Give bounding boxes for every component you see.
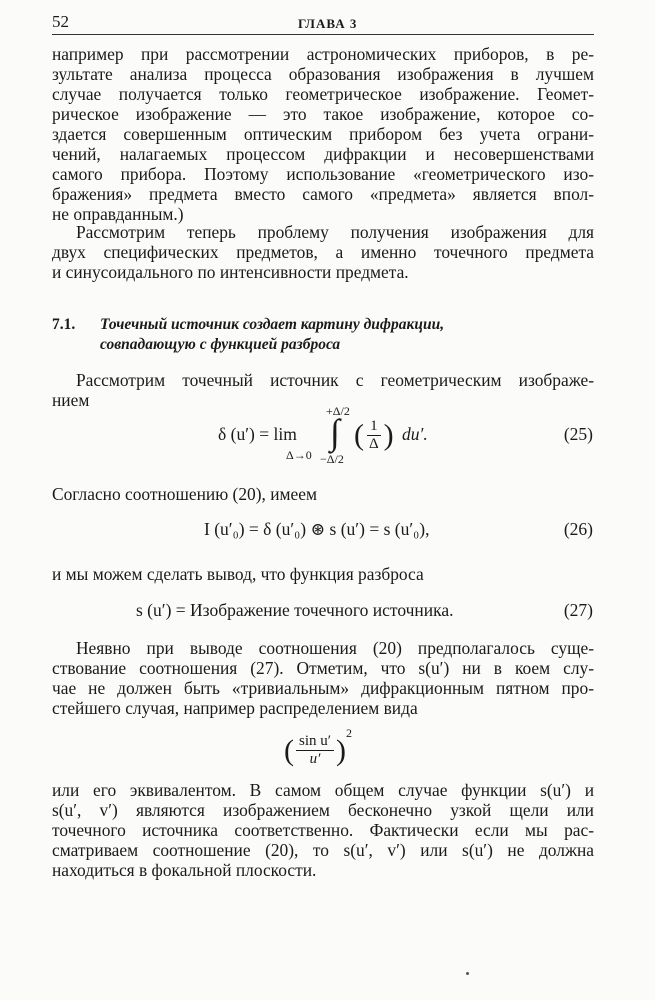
paper-speck [466, 972, 469, 975]
paren-open: ( [284, 733, 294, 767]
page-number: 52 [52, 12, 69, 31]
equation-25-integral-upper: +Δ/2 [326, 404, 350, 418]
section-title-line1: Точечный источник создает картину дифракции, [100, 316, 445, 333]
equation-25-integral-lower: −Δ/2 [320, 452, 344, 466]
text-line: самого прибора. Поэтому использование «геометрического изо- [52, 164, 594, 184]
fraction-denominator: Δ [369, 436, 379, 452]
section-number: 7.1. [52, 316, 76, 333]
chapter-heading: ГЛАВА 3 [298, 16, 358, 31]
equation-25-fraction [354, 418, 394, 453]
text-line: Согласно соотношению (20), имеем [52, 484, 317, 504]
section-title-line2: совпадающую с функцией разброса [100, 336, 341, 353]
text-line: сматриваем соотношение (20), то s(u′, v′) или s(u′) не должна [52, 840, 594, 860]
text-line: рическое изображение — это такое изображение, которое со- [52, 104, 594, 124]
text-line: двух специфических предметов, а именно точечного предмета [52, 242, 594, 262]
text-line: например при рассмотрении астрономических приборов, в ре- [52, 44, 594, 64]
fraction [296, 733, 334, 768]
fraction-denominator: u′ [309, 751, 321, 768]
exponent: 2 [346, 726, 353, 740]
fraction-numerator: 1 [367, 418, 381, 436]
text-line: случае получается только геометрическое изображение. Геомет- [52, 84, 594, 104]
paren-close: ) [383, 418, 394, 452]
text-line: или его эквивалентом. В самом общем случае функции s(u′) и [52, 780, 594, 800]
paren-close: ) [336, 733, 347, 767]
text-line: здается совершенным оптическим прибором без учета ограни- [52, 124, 594, 144]
text-line: и синусоидального по интенсивности предмета. [52, 262, 409, 282]
text-line: ствование соотношения (27). Отметим, что s(u′) ни в коем слу- [52, 658, 594, 678]
text-line: Неявно при выводе соотношения (20) предполагалось суще- [76, 638, 594, 658]
header-rule [52, 34, 594, 35]
text-line: точечного источника соответственно. Фактически если мы рас- [52, 820, 594, 840]
equation-27: s (u′) = Изображение точечного источника. [136, 600, 454, 620]
equation-sinc-squared [284, 726, 352, 768]
section-heading [52, 316, 444, 334]
equation-26: I (u′₀) = δ (u′₀) ⊛ s (u′) = s (u′₀), [204, 519, 430, 539]
fraction-numerator: sin u′ [296, 733, 334, 751]
text-line: s(u′, v′) являются изображением бесконечно узкой щели или [52, 800, 594, 820]
text-line: Рассмотрим теперь проблему получения изображения для [76, 222, 594, 242]
text-line: чае не должен быть «тривиальным» дифракционным пятном про- [52, 678, 594, 698]
equation-25-differential: du′. [402, 424, 428, 444]
text-line: бражения» предмета вместо самого «предмета» является впол- [52, 184, 594, 204]
equation-number-25: (25) [563, 424, 593, 444]
text-line: зультате анализа процесса образования изображения в лучшем [52, 64, 594, 84]
text-line: Рассмотрим точечный источник с геометрическим изображе- [76, 370, 594, 390]
text-line: нием [52, 390, 90, 410]
equation-25-lhs: δ (u′) = lim [218, 424, 297, 444]
integral-sign: ∫ [330, 412, 340, 452]
equation-25-limit-subscript: Δ→0 [286, 448, 312, 462]
text-line: находиться в фокальной плоскости. [52, 860, 317, 880]
fraction [366, 418, 382, 453]
text-line: чений, налагаемых процессом дифракции и несовершенствами [52, 144, 594, 164]
text-line: и мы можем сделать вывод, что функция разброса [52, 564, 424, 584]
equation-number-26: (26) [563, 519, 593, 539]
paren-open: ( [354, 418, 364, 452]
text-line: стейшего случая, например распределением вида [52, 698, 418, 718]
equation-number-27: (27) [563, 600, 593, 620]
text-line: не оправданным.) [52, 204, 184, 224]
